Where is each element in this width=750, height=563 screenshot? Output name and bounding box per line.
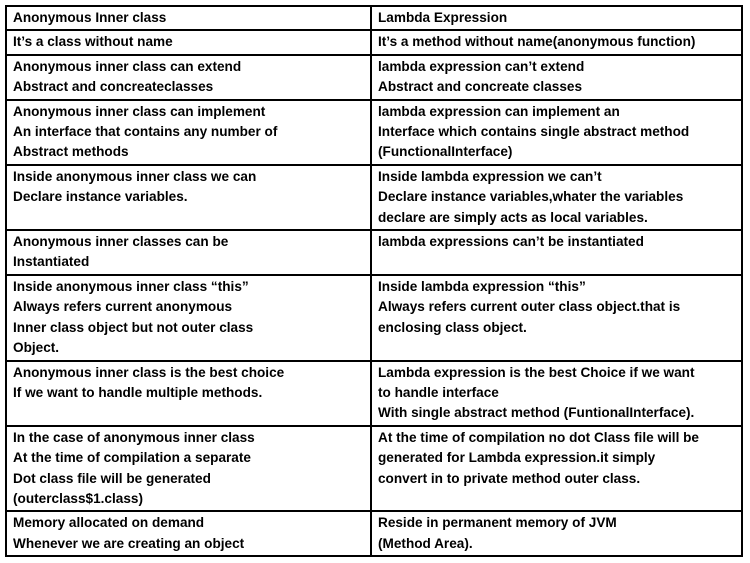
anonymous-inner-class-cell — [6, 361, 371, 426]
cell-text-line: lambda expression can implement an — [378, 103, 620, 119]
lambda-expression-cell — [371, 275, 742, 361]
anonymous-inner-class-cell — [6, 511, 371, 556]
cell-text-line: It’s a method without name(anonymous function) — [378, 34, 696, 50]
cell-text-line: declare are simply acts as local variables. — [378, 209, 648, 225]
table-row — [6, 361, 742, 426]
lambda-expression-cell — [371, 230, 742, 275]
table-header-row — [6, 6, 742, 30]
cell-text-line: Abstract and concreateclasses — [13, 79, 214, 95]
cell-text-line: With single abstract method (FuntionalInterface). — [378, 405, 695, 421]
cell-text-line: Inside anonymous inner class we can — [13, 168, 257, 184]
cell-text-line: Instantiated — [13, 254, 90, 270]
cell-text-line: lambda expressions can’t be instantiated — [378, 234, 644, 250]
comparison-table — [5, 5, 743, 557]
cell-text-line: Anonymous inner class can implement — [13, 103, 266, 119]
anonymous-inner-class-cell — [6, 100, 371, 165]
anonymous-inner-class-cell — [6, 426, 371, 512]
header-text: Anonymous Inner class — [13, 10, 167, 25]
table-row — [6, 230, 742, 275]
cell-text-line: Object. — [13, 340, 60, 356]
cell-text-line: Anonymous inner class is the best choice — [13, 364, 285, 380]
lambda-expression-cell — [371, 55, 742, 100]
cell-text-line: An interface that contains any number of — [13, 124, 278, 140]
cell-text-line: Dot class file will be generated — [13, 470, 211, 486]
anonymous-inner-class-cell — [6, 275, 371, 361]
table-row — [6, 165, 742, 230]
cell-text-line: (Method Area). — [378, 535, 473, 551]
cell-text-line: (outerclass$1.class) — [13, 490, 143, 506]
cell-text-line: It’s a class without name — [13, 34, 173, 50]
cell-text-line: to handle interface — [378, 384, 499, 400]
lambda-expression-cell — [371, 361, 742, 426]
cell-text-line: Always refers current anonymous — [13, 299, 233, 315]
cell-text-line: Inner class object but not outer class — [13, 319, 254, 335]
cell-text-line: Inside lambda expression we can’t — [378, 168, 602, 184]
anonymous-inner-class-cell — [6, 55, 371, 100]
cell-text-line: enclosing class object. — [378, 319, 527, 335]
cell-text-line: convert in to private method outer class. — [378, 470, 641, 486]
cell-text-line: Reside in permanent memory of JVM — [378, 515, 617, 531]
anonymous-inner-class-cell — [6, 230, 371, 275]
header-cell-lambda-expression — [371, 6, 742, 30]
cell-text-line: If we want to handle multiple methods. — [13, 384, 263, 400]
cell-spacer — [378, 338, 735, 358]
cell-text-line: Abstract methods — [13, 144, 129, 160]
cell-text-line: Anonymous inner classes can be — [13, 234, 229, 250]
cell-spacer — [13, 403, 364, 423]
anonymous-inner-class-cell — [6, 30, 371, 54]
cell-text-line: Lambda expression is the best Choice if we want — [378, 364, 695, 380]
table-row — [6, 55, 742, 100]
cell-text-line: Always refers current outer class object.that is — [378, 299, 681, 315]
header-cell-anonymous-inner-class — [6, 6, 371, 30]
table-row — [6, 30, 742, 54]
cell-spacer — [378, 489, 735, 509]
cell-text-line: (FunctionalInterface) — [378, 144, 513, 160]
lambda-expression-cell — [371, 426, 742, 512]
table-row — [6, 275, 742, 361]
cell-text-line: Declare instance variables,whater the variables — [378, 189, 684, 205]
cell-text-line: Declare instance variables. — [13, 189, 188, 205]
cell-text-line: Memory allocated on demand — [13, 515, 205, 531]
cell-text-line: Anonymous inner class can extend — [13, 58, 242, 74]
header-text: Lambda Expression — [378, 10, 508, 25]
cell-text-line: In the case of anonymous inner class — [13, 429, 255, 445]
cell-text-line: Abstract and concreate classes — [378, 79, 583, 95]
cell-spacer — [378, 252, 735, 272]
cell-text-line: Whenever we are creating an object — [13, 535, 245, 551]
cell-text-line: At the time of compilation no dot Class file will be — [378, 429, 699, 445]
cell-text-line: generated for Lambda expression.it simply — [378, 450, 656, 466]
table-row — [6, 100, 742, 165]
cell-text-line: Inside anonymous inner class “this” — [13, 278, 249, 294]
lambda-expression-cell — [371, 30, 742, 54]
cell-text-line: Inside lambda expression “this” — [378, 278, 586, 294]
cell-text-line: lambda expression can’t extend — [378, 58, 585, 74]
cell-text-line: At the time of compilation a separate — [13, 450, 251, 466]
lambda-expression-cell — [371, 511, 742, 556]
comparison-table-body — [6, 6, 742, 556]
lambda-expression-cell — [371, 100, 742, 165]
cell-text-line: Interface which contains single abstract method — [378, 124, 690, 140]
lambda-expression-cell — [371, 165, 742, 230]
table-row — [6, 511, 742, 556]
cell-spacer — [13, 208, 364, 228]
anonymous-inner-class-cell — [6, 165, 371, 230]
table-row — [6, 426, 742, 512]
